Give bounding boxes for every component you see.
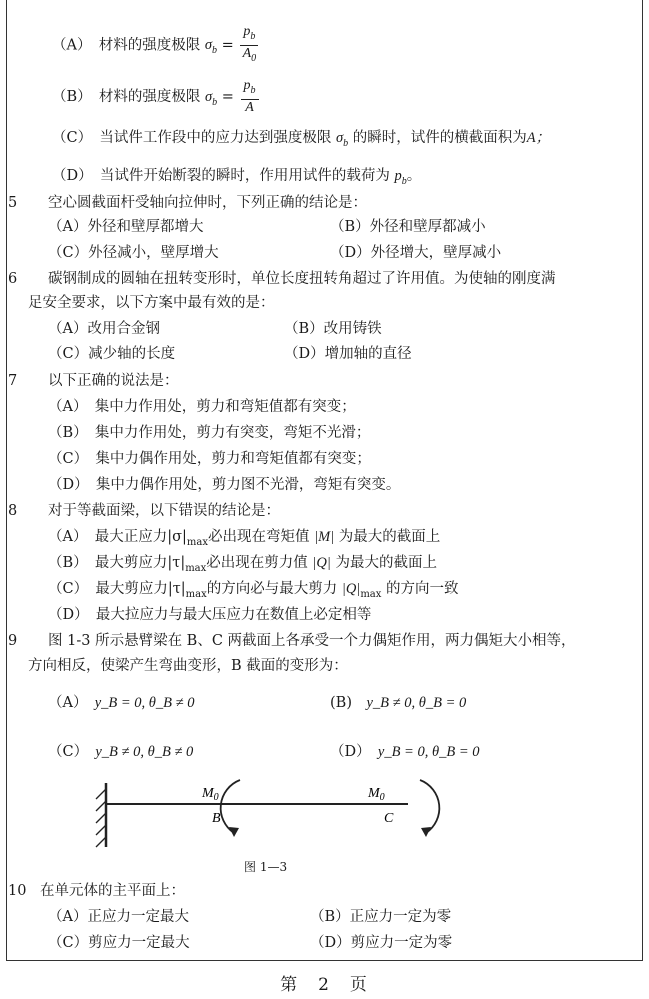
fixed-support-hatch xyxy=(96,789,106,847)
q8-option-d: （D） 最大拉应力与最大压应力在数值上必定相等 xyxy=(48,607,372,623)
q10-number: 10 xyxy=(8,883,27,899)
moment-label-c: $M_0$ xyxy=(368,786,385,803)
q7-option-b: （B） 集中力作用处，剪力有突变，弯矩不光滑； xyxy=(48,425,371,441)
moment-arrowhead-b xyxy=(229,827,239,837)
q5-stem: 空心圆截面杆受轴向拉伸时，下列正确的结论是： xyxy=(48,195,367,211)
q10-option-c: （C）剪应力一定最大 xyxy=(48,935,190,951)
q4-option-b: （B） 材料的强度极限 $\sigma_b$ = $\frac{p_b}{A}$ xyxy=(52,78,261,116)
q5-option-a: （A）外径和壁厚都增大 xyxy=(48,219,204,235)
q5-number: 5 xyxy=(8,195,18,211)
q10-stem: 在单元体的主平面上： xyxy=(40,883,185,899)
point-label-c: C xyxy=(384,811,394,826)
q5-option-c: （C）外径减小，壁厚增大 xyxy=(48,245,219,261)
figure-caption: 图 1—3 xyxy=(244,860,288,874)
q8-option-b: （B） 最大剪应力$|\tau|_{max}$必出现在剪力值 |Q| 为最大的截面上 xyxy=(48,555,437,574)
q7-option-c: （C） 集中力偶作用处，剪力和弯矩值都有突变； xyxy=(48,451,371,467)
q7-number: 7 xyxy=(8,373,18,389)
page-footer: 第 2 页 xyxy=(280,975,369,995)
q7-option-d: （D） 集中力偶作用处，剪力图不光滑，弯矩有突变。 xyxy=(48,477,401,493)
q6-option-a: （A）改用合金钢 xyxy=(48,321,160,337)
moment-arc-b xyxy=(221,780,240,833)
q6-stem-line1: 碳钢制成的圆轴在扭转变形时，单位长度扭转角超过了许用值。为使轴的刚度满 xyxy=(48,271,556,287)
moment-arrowhead-c xyxy=(421,827,431,837)
q10-option-d: （D）剪应力一定为零 xyxy=(310,935,453,951)
q6-option-c: （C）减少轴的长度 xyxy=(48,346,176,362)
q10-option-a: （A）正应力一定最大 xyxy=(48,909,189,925)
q4-option-d: （D） 当试件开始断裂的瞬时，作用用试件的载荷为 $p_b$。 xyxy=(52,168,422,187)
q7-stem: 以下正确的说法是： xyxy=(48,373,179,389)
point-label-b: B xyxy=(212,811,221,826)
q6-number: 6 xyxy=(8,271,18,287)
q5-option-d: （D）外径增大，壁厚减小 xyxy=(330,245,502,261)
q6-option-d: （D）增加轴的直径 xyxy=(284,346,412,362)
q4-option-a: （A） 材料的强度极限 $\sigma_b$ = $\frac{p_b}{A_0}$ xyxy=(52,24,260,67)
moment-label-b: $M_0$ xyxy=(202,786,219,803)
q9-option-c: （C） y_B ≠ 0, θ_B ≠ 0 xyxy=(48,744,194,760)
q10-option-b: （B）正应力一定为零 xyxy=(310,909,452,925)
cantilever-beam-figure xyxy=(90,775,450,865)
q6-option-b: （B）改用铸铁 xyxy=(284,321,382,337)
q8-number: 8 xyxy=(8,503,18,519)
q9-stem-line2: 方向相反，使梁产生弯曲变形，B 截面的变形为： xyxy=(28,658,348,674)
q8-option-c: （C） 最大剪应力$|\tau|_{max}$的方向必与最大剪力 $|Q|_{max}$ 的方向一致 xyxy=(48,581,459,600)
q8-stem: 对于等截面梁，以下错误的结论是： xyxy=(48,503,280,519)
q9-number: 9 xyxy=(8,633,18,649)
q6-stem-line2: 足安全要求，以下方案中最有效的是： xyxy=(28,295,275,311)
q8-option-a: （A） 最大正应力$|\sigma|_{max}$必出现在弯矩值 |M| 为最大的截面上 xyxy=(48,529,441,548)
q4-option-c: （C） 当试件工作段中的应力达到强度极限 $\sigma_b$ 的瞬时，试件的横截面积为A； xyxy=(52,130,551,149)
q9-option-b: (B) y_B ≠ 0, θ_B = 0 xyxy=(330,695,467,711)
q9-option-d: （D） y_B = 0, θ_B = 0 xyxy=(330,744,480,760)
q7-option-a: （A） 集中力作用处，剪力和弯矩值都有突变； xyxy=(48,399,356,415)
q9-option-a: （A） y_B = 0, θ_B ≠ 0 xyxy=(48,695,195,711)
q5-option-b: （B）外径和壁厚都减小 xyxy=(330,219,486,235)
moment-arc-c xyxy=(420,780,439,833)
q9-stem-line1: 图 1-3 所示悬臂梁在 B、C 两截面上各承受一个力偶矩作用，两力偶矩大小相等， xyxy=(48,633,576,649)
